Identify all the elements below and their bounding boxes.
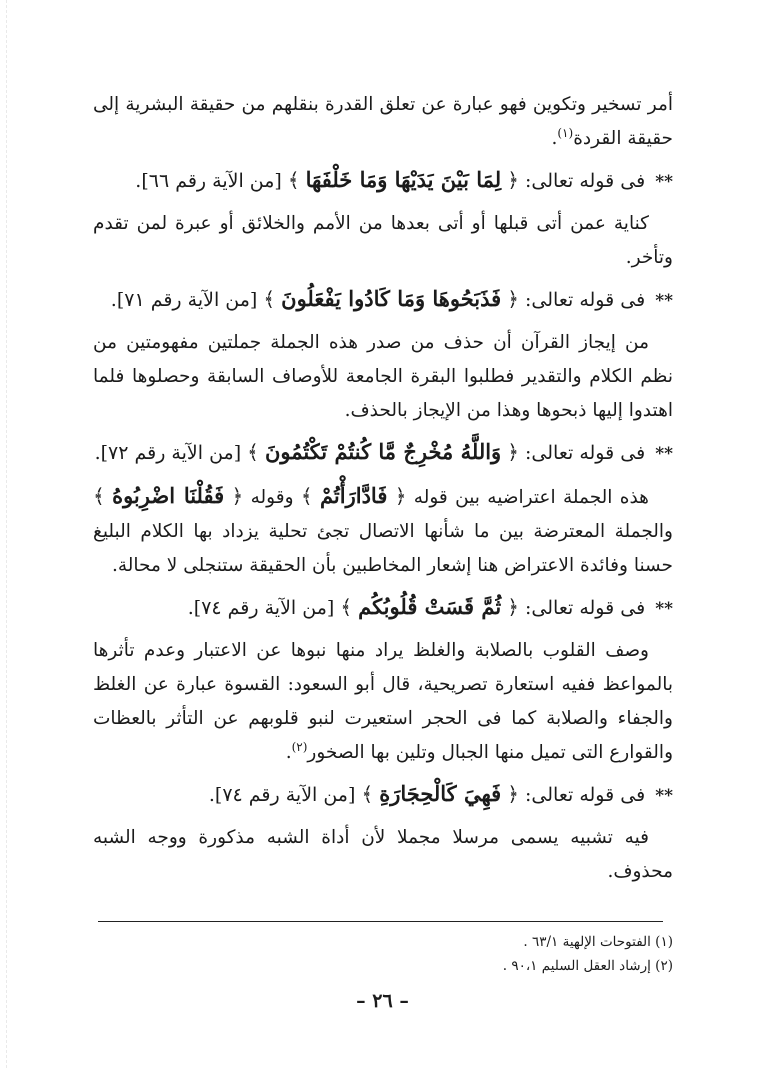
star-marker: ** (655, 599, 673, 619)
ornate-bracket-open: ﴿ (507, 287, 519, 311)
ornate-bracket-open: ﴿ (231, 484, 244, 508)
footnote-ref-2[interactable]: (٢) (291, 739, 308, 754)
star-marker: ** (655, 786, 673, 806)
star-marker: ** (655, 172, 673, 192)
page-number: – ٢٦ – (356, 990, 409, 1012)
footnotes (93, 930, 673, 978)
verse-reference: [من الآية رقم ٧٤]. (208, 784, 356, 806)
footnote-divider (98, 921, 663, 922)
star-marker: ** (655, 291, 673, 311)
paragraph-3: من إيجاز القرآن أن حذف من صدر هذه الجملة جملتين مفهومتين من نظم الكلام والتقدير فطلبوا البقرة الجامعة للأوصاف السابقة وحصلوها فلما اهتدوا إليها ذبحوها وهذا من الإيجاز بالحذف. (93, 332, 673, 421)
ornate-bracket-close: ﴾ (247, 440, 259, 464)
quran-verse: فَذَبَحُوهَا وَمَا كَادُوا يَفْعَلُونَ (281, 286, 502, 311)
ornate-bracket-open: ﴿ (507, 440, 519, 464)
quran-verse: لِمَا بَيْنَ يَدَيْهَا وَمَا خَلْفَهَا (305, 167, 502, 192)
verse-reference: [من الآية رقم ٧٢]. (94, 442, 242, 464)
verse-reference: [من الآية رقم ٧١]. (110, 289, 258, 311)
footnote-1: (١) الفتوحات الإلهية ٦٣/١ . (523, 934, 673, 950)
ornate-bracket-close: ﴾ (361, 782, 374, 806)
ornate-bracket-open: ﴿ (507, 168, 519, 192)
ornate-bracket-open: ﴿ (507, 595, 519, 619)
quran-verse: وَاللَّهُ مُخْرِجٌ مَّا كُنتُمْ تَكْتُمُونَ (264, 439, 502, 464)
ornate-bracket-close: ﴾ (263, 287, 276, 311)
main-text (93, 88, 673, 896)
footnote-2: (٢) إرشاد العقل السليم ٩٠،١ . (502, 958, 673, 974)
ornate-bracket-open: ﴿ (394, 484, 407, 508)
paragraph-6: فيه تشبيه يسمى مرسلا مجملا لأن أداة الشبه مذكورة ووجه الشبه محذوف. (93, 827, 673, 882)
ornate-bracket-open: ﴿ (507, 782, 519, 806)
verse-reference: [من الآية رقم ٧٤]. (187, 597, 335, 619)
quran-verse: ثُمَّ قَسَتْ قُلُوبُكُم (358, 594, 502, 619)
verse-heading-72: ** فى قوله تعالى: ﴿ وَاللَّهُ مُخْرِجٌ مَّا كُنتُمْ تَكْتُمُونَ ﴾ [من الآية رقم ٧٢]. (94, 439, 673, 464)
ornate-bracket-close: ﴾ (300, 484, 313, 508)
verse-heading-74a: ** فى قوله تعالى: ﴿ ثُمَّ قَسَتْ قُلُوبُكُم ﴾ [من الآية رقم ٧٤]. (187, 594, 673, 619)
quran-verse: فَادَّارَأْتُمْ (319, 483, 388, 508)
footnote-ref-1[interactable]: (١) (557, 125, 574, 140)
paragraph-1: أمر تسخير وتكوين فهو عبارة عن تعلق القدرة بنقلهم من حقيقة البشرية إلى حقيقة القردة$^{(١)}$. (93, 94, 673, 149)
page-edge-guide (6, 0, 7, 1068)
verse-heading-66: ** فى قوله تعالى: ﴿ لِمَا بَيْنَ يَدَيْهَا وَمَا خَلْفَهَا ﴾ [من الآية رقم ٦٦]. (135, 167, 673, 192)
star-marker: ** (655, 444, 673, 464)
ornate-bracket-close: ﴾ (287, 168, 300, 192)
verse-heading-71: ** فى قوله تعالى: ﴿ فَذَبَحُوهَا وَمَا كَادُوا يَفْعَلُونَ ﴾ [من الآية رقم ٧١]. (110, 286, 673, 311)
quran-verse: فَقُلْنَا اضْرِبُوهُ (112, 483, 225, 508)
ornate-bracket-close: ﴾ (93, 484, 105, 508)
paragraph-4: هذه الجملة اعتراضيه بين قوله ﴿ فَادَّارَأْتُمْ ﴾ وقوله ﴿ فَقُلْنَا اضْرِبُوهُ ﴾ والجملة المعترضة بين ما شأنها الاتصال تجئ تحلية يزداد بها الكلام البليغ حسنا وفائدة الاعتراض هنا إشعار المخاطبين بأن الحقيقة ستنجلى لا محالة. (93, 483, 673, 576)
quran-verse: فَهِيَ كَالْحِجَارَةِ (379, 781, 502, 806)
verse-reference: [من الآية رقم ٦٦]. (135, 170, 282, 192)
verse-heading-74b: ** فى قوله تعالى: ﴿ فَهِيَ كَالْحِجَارَةِ ﴾ [من الآية رقم ٧٤]. (208, 781, 673, 806)
ornate-bracket-close: ﴾ (340, 595, 353, 619)
paragraph-5: وصف القلوب بالصلابة والغلظ يراد منها نبوها عن الاعتبار وعدم تأثرها بالمواعظ ففيه استعارة تصريحية، قال أبو السعود: القسوة عبارة عن الغلظ والجفاء والصلابة كما فى الحجر استعيرت لنبو قلوبهم عن التأثر بالعظات والقوارع التى تميل منها الجبال وتلين بها الصخور$^{(٢)}$. (93, 640, 673, 763)
paragraph-2: كناية عمن أتى قبلها أو أتى بعدها من الأمم والخلائق أو عبرة لمن تقدم وتأخر. (93, 213, 673, 268)
